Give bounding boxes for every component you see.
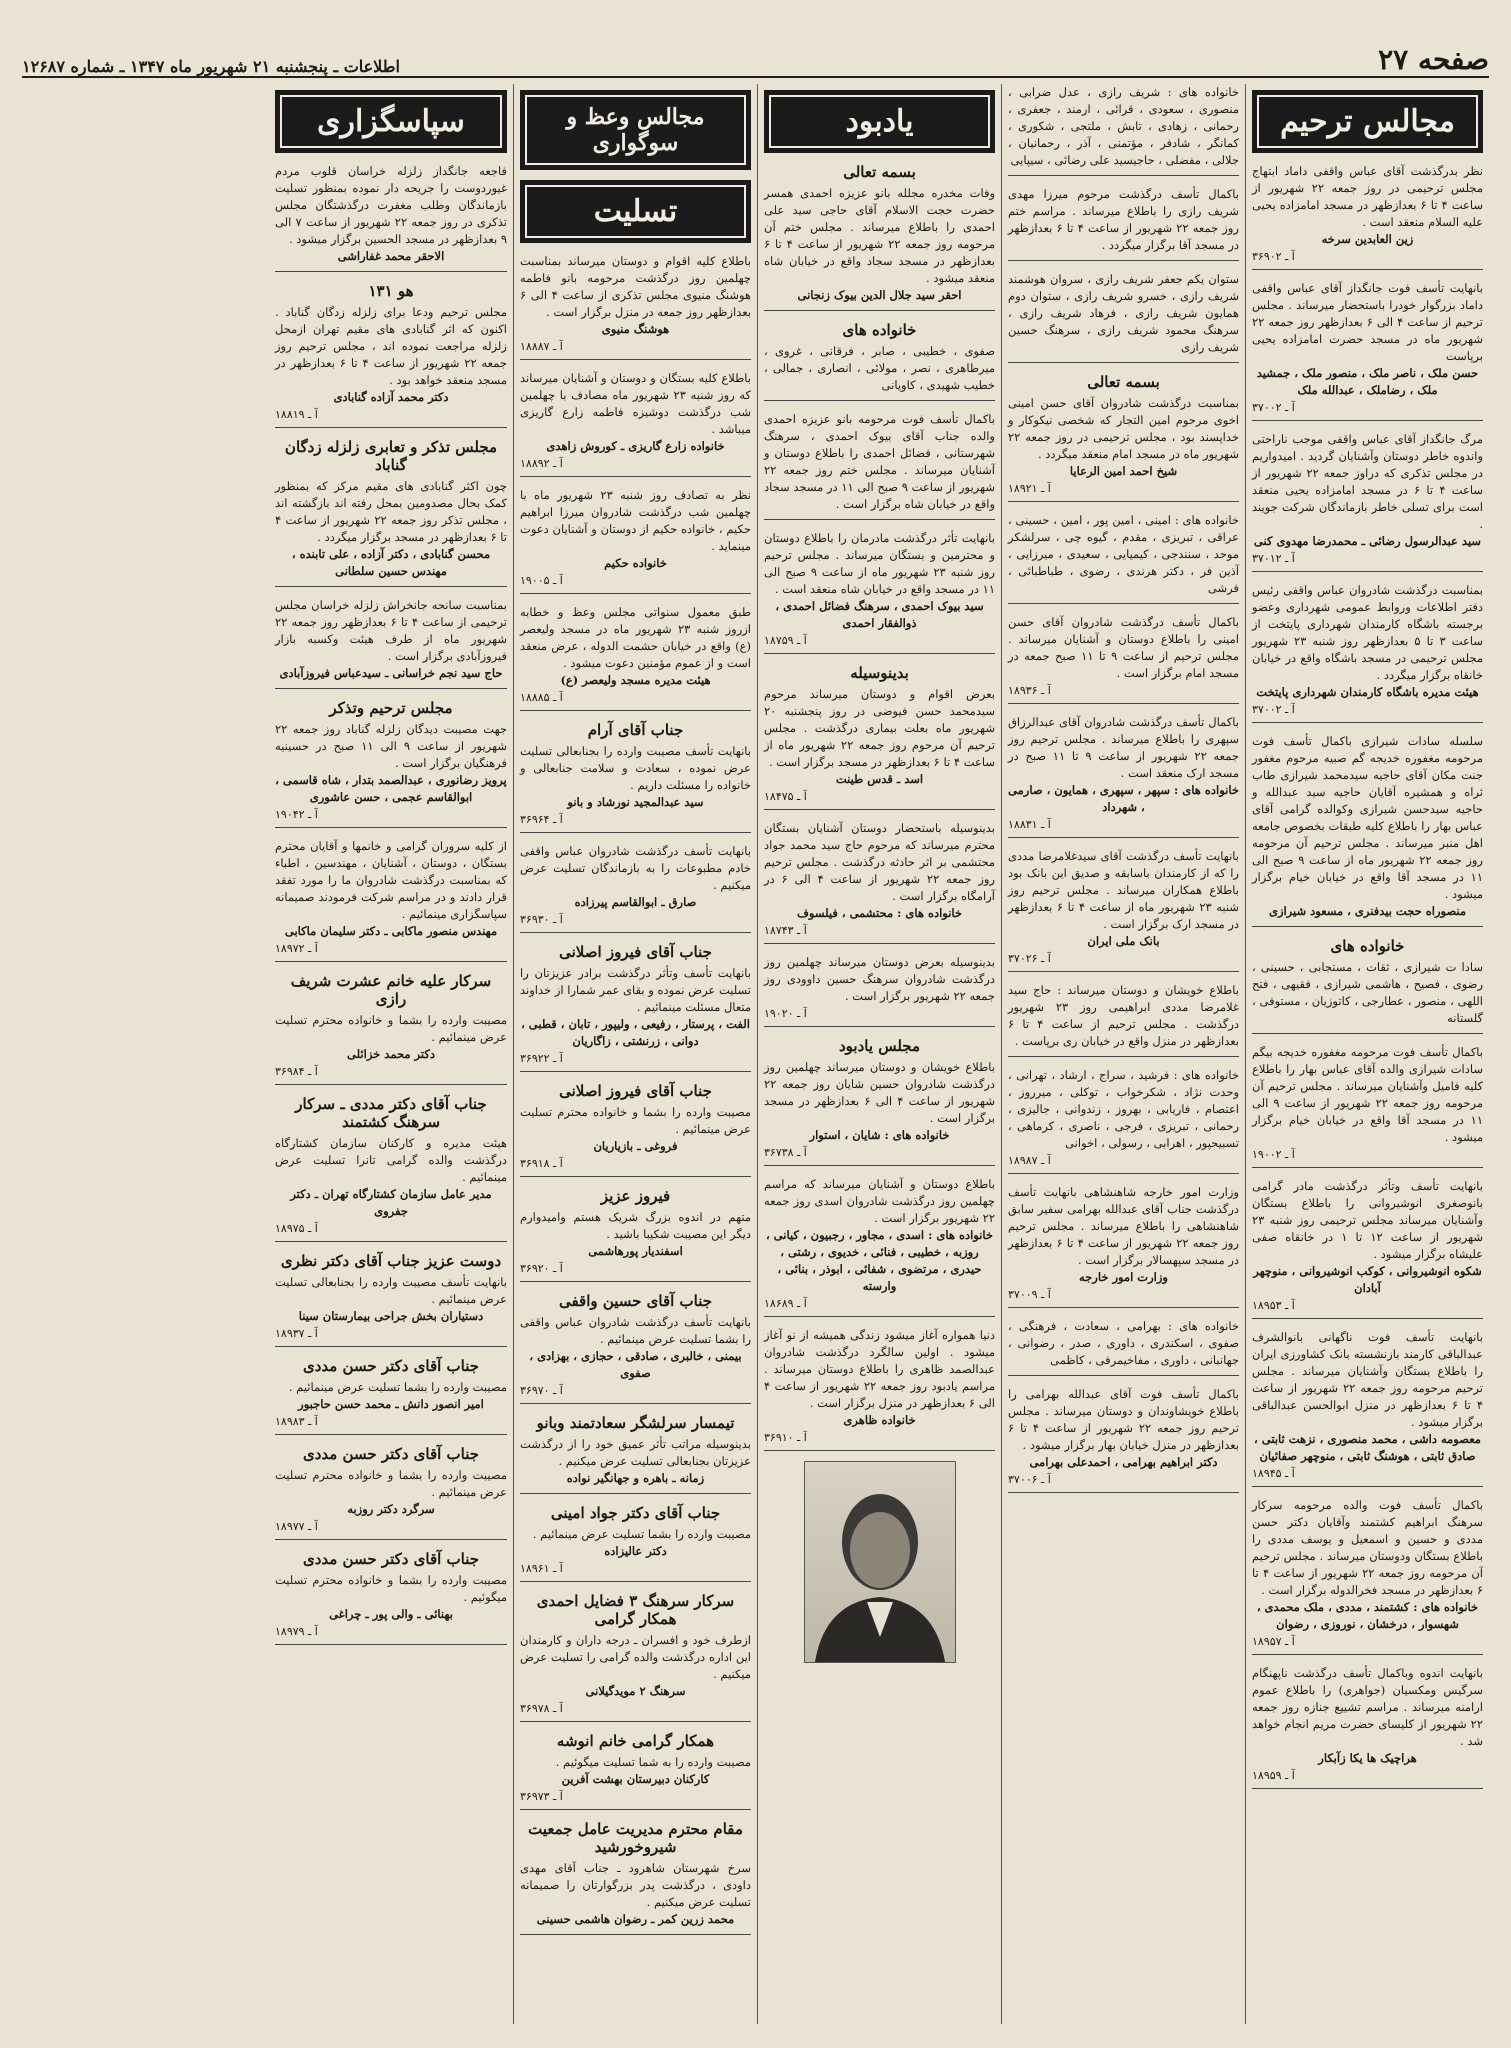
notice: [275, 699, 507, 828]
notice-signature: الفت ، پرستار ، رفیعی ، ولیپور ، تابان ، قطبی ، دوانی ، زرنشتی ، زاگاریان: [521, 1017, 750, 1048]
notice-body: بانهایت تأسف فوت ناگهانی بانوالشرف عبدالباقی کارمند بازنشسته بانک کشاورزی ایران را باطلاع بستگان وآشنایان میرساند . مجلس ترحیم مرحومه روز جمعه ۲۲ شهریور از ساعت ۴ تا ۶ بعدازظهر در منزل ابوالحسن عبدالباقی برگزار میشود .: [1252, 1330, 1483, 1429]
notice: [1252, 1329, 1483, 1487]
notice-code: آ ـ ۱۸۹۳۷: [275, 1327, 318, 1340]
notice-code: آ ـ ۱۸۸۸۷: [520, 340, 563, 353]
notice-signature: امیر انصور دانش ـ محمد حسن حاجبور: [298, 1397, 484, 1411]
notice-signature: بانک ملی ایران: [1087, 934, 1160, 948]
notice: [1008, 512, 1239, 604]
notice-code: آ ـ ۱۸۹۵۷: [1252, 1635, 1295, 1648]
notice-signature: زین العابدین سرخه: [1321, 232, 1414, 246]
notice: [275, 1252, 507, 1347]
notice-title: جناب آقای فیروز اصلانی: [559, 1082, 712, 1100]
notice: [275, 163, 507, 272]
notice-signature: معصومه داشی ، محمد منصوری ، نزهت ثابتی ، صادق ثابتی ، هوشنگ ثابتی ، منوچهر صفائیان: [1254, 1432, 1481, 1463]
notice: [275, 282, 507, 428]
page-number: صفحه ۲۷: [1378, 43, 1489, 76]
notice-code: آ ـ ۳۶۹۲۲: [520, 1052, 563, 1065]
notice-title: مجلس تذکر و تعابری زلزله زدگان گناباد: [284, 438, 498, 474]
notice-body: باکمال تأسف درگذشت شادروان آقای عبدالرزاق سپهری را باطلاع میرساند . مجلس ترحیم روز جمعه ۲۲ شهریور از ساعت ۹ تا ۱۱ صبح در مسجد ارک منعقد است .: [1008, 715, 1239, 780]
notice-body: باطلاع دوستان و آشنایان میرساند که مراسم چهلمین روز درگذشت شادروان اسدی روز جمعه ۲۲ شهریور برگزار است .: [764, 1177, 995, 1225]
notice-title: سرکار علیه خانم عشرت شریف رازی: [290, 972, 492, 1008]
notice-body: خانواده های : امینی ، امین پور ، امین ، حسینی ، عراقی ، تبریزی ، مقدم ، گیوه چی ، سرلشکر موحد ، سنندجی ، کیمیایی ، سعیدی ، میرزایی ، آذین فر ، دکتر هرندی ، رضوی ، طباطبائی ، فرشی: [1008, 513, 1239, 595]
notice-signature: الاحقر محمد غفاراشی: [337, 249, 445, 263]
notice-title: بدینوسیله: [850, 664, 909, 682]
notice-code: آ ـ ۳۷۰۰۲: [1252, 703, 1295, 716]
notice: [1008, 186, 1239, 261]
notice: [1008, 1184, 1239, 1308]
notice: [520, 1592, 751, 1722]
notice-body: بمناسبت درگذشت شادروان عباس واقفی رئیس دفتر اطلاعات وروابط عمومی شهرداری وعضو برجسته باشگاه کارمندان شهرداری پایتخت از ساعت ۳ تا ۵ بعدازظهر روز شنبه ۲۳ شهریور مجلس ترحیمی در مسجد باشگاه واقع در خیابان خانقاه برگزار میگردد .: [1252, 583, 1484, 682]
notice-code: آ ـ ۳۶۹۷۳: [520, 1790, 563, 1803]
notice-signature: دکتر محمد آزاده گنابادی: [333, 390, 449, 404]
notice-title: جناب آقای آرام: [587, 721, 684, 739]
notice: [764, 163, 995, 311]
notice-title: مجلس یادبود: [838, 1037, 921, 1055]
notice: [1252, 733, 1483, 927]
notice-title: خانواده های: [1330, 937, 1405, 955]
notice-body: چون اکثر گنابادی های مقیم مرکز که بمنظور کمک بحال مصدومین بمحل رفته اند بازگشته اند ، مجلس تذکر روز جمعه ۲۲ شهریور از ساعت ۴ تا ۶ بعدازظهر در مسجد برگزار میگردد .: [275, 479, 507, 544]
notice: [275, 972, 507, 1085]
masthead: [22, 40, 1489, 78]
notice-body: باکمال تأسف فوت آقای عبدالله بهرامی را باطلاع خویشاوندان و دوستان میرساند . مجلس ترحیم روز جمعه ۲۲ شهریور از ساعت ۴ تا ۶ بعدازظهر در منزل خیابان بهار برگزار میشود .: [1008, 1387, 1239, 1452]
notice-signature: خانواده های : شایان ، استوار: [809, 1128, 950, 1142]
notice: [1252, 1497, 1483, 1655]
notice-signature: پرویز رضانوری ، عبدالصمد بتدار ، شاه قاسمی ، ابوالقاسم عجمی ، حسن عاشوری: [275, 773, 507, 804]
notice-list: [764, 163, 995, 1451]
notice: [520, 1292, 751, 1404]
notice-body: نظر به تصادف روز شنبه ۲۳ شهریور ماه با چهلمین شب درگذشت شادروان میرزا ابراهیم حکیم ، خانواده حکیم از دوستان و آشنایان دعوت مینماید .: [520, 488, 751, 553]
notice-body: بدینوسیله باستحضار دوستان آشنایان بستگان محترم میرساند که مرحوم حاج سید محمد جواد محتشمی بر اثر حادثه درگذشت . مجلس ترحیم روز جمعه ۲۲ شهریور از ساعت ۴ الی ۶ در آرامگاه برگزار است .: [764, 821, 995, 903]
notice-body: مصیبت وارده را بشما و خانواده محترم تسلیت میگوئیم .: [275, 1573, 507, 1604]
notice: [520, 1732, 751, 1810]
notice-signature: بیمنی ، خالبری ، صادقی ، حجازی ، بهزادی ، صفوی: [529, 1349, 742, 1380]
notice-code: آ ـ ۱۸۸۱۹: [275, 408, 318, 421]
notice: [275, 1550, 507, 1645]
notice-signature: خانواده های : اسدی ، مجاور ، رجبیون ، کیانی ، روزبه ، خطیبی ، فنائی ، خدیوی ، رشتی ، حیدری ، مرتضوی ، شفائی ، ابوذر ، بنائی ، وارسته: [765, 1228, 994, 1293]
notice-signature: حاج سید نجم خراسانی ـ سیدعباس فیروزآبادی: [279, 666, 503, 680]
notice: [520, 943, 751, 1072]
notice-body: سرخ شهرستان شاهرود ـ جناب آقای مهدی داودی ، درگذشت پدر بزرگوارتان را صمیمانه تسلیت عرض میکنیم .: [520, 1861, 751, 1909]
notice-title: بسمه تعالی: [843, 163, 916, 181]
notice-title: دوست عزیز جناب آقای دکتر نظری: [280, 1252, 502, 1270]
notice: [1252, 280, 1483, 421]
notice-body: سادا ت شیرازی ، ثقات ، مستجابی ، حسینی ، رضوی ، فصیح ، هاشمی شیرازی ، فقیهی ، فتح اللهی ، منصور ، عطارجی ، کاتوزیان ، مستوفی ، گلستانه: [1252, 960, 1483, 1025]
notice-signature: سرگرد دکتر روزبه: [347, 1502, 435, 1516]
notice: [275, 1095, 507, 1242]
notice-body: باکمال تأسف درگذشت شادروان آقای حسن امینی را باطلاع دوستان و آشنایان میرساند . مجلس ترحیم از ساعت ۹ تا ۱۱ صبح جمعه در مسجد امام برگزار است .: [1008, 615, 1239, 680]
notice-code: آ ـ ۱۹۰۰۵: [520, 574, 563, 587]
banner-sepas: سپاسگزاری: [275, 90, 507, 153]
notice: [1252, 431, 1483, 572]
column-5: [269, 84, 513, 2024]
notice-code: آ ـ ۱۸۹۵۳: [1252, 1299, 1295, 1312]
notice-list: [1252, 163, 1483, 1789]
notice: [520, 1820, 751, 1935]
notice: [1008, 714, 1239, 838]
notice-body: بانهایت اندوه وباکمال تأسف درگذشت ناپهنگام سرگیس ومکسیان (جواهری) را باطلاع عموم ارامنه میرساند . مراسم تشییع جنازه روز جمعه ۲۲ شهریور از کلیسای حضرت مریم انجام خواهد شد .: [1252, 1666, 1483, 1748]
notice-code: آ ـ ۱۸۹۶۱: [520, 1562, 563, 1575]
notice-body: ازطرف خود و افسران ـ درجه داران و کارمندان این اداره درگذشت والده گرامی را تسلیت عرض میکنیم .: [520, 1633, 751, 1681]
notice: [1008, 1067, 1239, 1174]
notice-code: آ ـ ۱۸۷۴۳: [764, 924, 807, 937]
notice-body: بدینوسیله مراتب تأثر عمیق خود را از درگذشت عزیزتان بجنابعالی تسلیت عرض میکنیم .: [520, 1437, 751, 1468]
notice-signature: هیئت مدیره مسجد ولیعصر (ع): [560, 673, 711, 687]
notice-body: بانهایت تأسف فوت جانگداز آقای عباس واقفی داماد بزرگوار خودرا باستحضار میرساند . مجلس ترحیم از ساعت ۴ الی ۶ بعدازظهر روز جمعه ۲۲ شهریور ماه در مسجد حضرت امامزاده یحیی برپاست: [1252, 281, 1483, 363]
column-1: [1245, 84, 1489, 2024]
notice-title: جناب آقای دکتر مددی ـ سرکار سرهنگ کشتمند: [295, 1095, 487, 1131]
columns: [22, 84, 1489, 2024]
notice-code: آ ـ ۱۸۹۲۱: [1008, 482, 1051, 495]
notice-body: مصیبت وارده را بشما و خانواده محترم تسلیت عرض مینمائیم .: [275, 1013, 507, 1044]
notice: [1252, 1044, 1483, 1168]
notice-body: باطلاع کلیه بستگان و دوستان و آشنایان میرساند که روز شنبه ۲۳ شهریور ماه مصادف با چهلمین شب درگذشت دوشیزه فاطمه زارع گاریزی میباشد .: [520, 371, 751, 436]
notice-code: آ ـ ۱۸۴۷۵: [764, 790, 807, 803]
notice-code: آ ـ ۳۷۰۲۶: [1008, 952, 1051, 965]
notice-signature: سید عبدالمجید نورشاد و بانو: [567, 795, 704, 809]
notice: [1252, 1665, 1483, 1789]
notice-body: بانهایت تأثر درگذشت مادرمان را باطلاع دوستان و محترمین و بستگان میرساند . مجلس ترحیم روز شنبه ۲۳ شهریور ماه از ساعت ۹ صبح الی ۱۱ در مسجد واقع در خیابان شاه منعقد است .: [764, 531, 995, 596]
notice: [1008, 614, 1239, 704]
notice-code: آ ـ ۱۸۸۸۵: [520, 691, 563, 704]
notice-signature: اسد ـ قدس طینت: [835, 772, 924, 786]
notice-title: تیمسار سرلشگر سعادتمند وبانو: [536, 1414, 735, 1432]
notice-body: فاجعه جانگداز زلزله خراسان قلوب مردم غیوردوست را جریحه دار نموده بمنظور تسلیت بازماندگان وطلب مغفرت درگذشتگان مجلس تذکری در روز جمعه ۲۲ شهریور از ساعت ۷ الی ۹ بعدازظهر در مسجد الحسین برگزار میشود .: [275, 164, 507, 246]
notice-code: آ ـ ۳۷۰۰۲: [1252, 401, 1295, 414]
notice-signature: مدیر عامل سازمان کشتارگاه تهران ـ دکتر جفروی: [290, 1187, 492, 1218]
column-3: [757, 84, 1001, 2024]
notice-code: آ ـ ۱۸۹۸۷: [1008, 1154, 1051, 1167]
notice: [520, 253, 751, 360]
notice-body: مرگ جانگداز آقای عباس واقفی موجب ناراحتی واندوه خاطر دوستان وآشنایان گردید . امیدواریم در مجلس تذکری که دراوز جمعه ۲۲ شهریور از ساعت ۴ تا ۶ در مسجد امامزاده یحیی منعقد است برای تسلی خاطر بازماندگان شرکت جویند .: [1252, 432, 1484, 531]
notice-signature: سرهنگ ۲ مویدگیلانی: [585, 1684, 686, 1698]
notice-signature: صارق ـ ابوالقاسم پیرزاده: [574, 895, 697, 909]
notice-signature: دکتر عالیزاده: [604, 1544, 667, 1558]
notice-title: مجلس ترحیم وتذکر: [329, 699, 453, 717]
notice-signature: سید عبدالرسول رضائی ـ محمدرضا مهدوی کنی: [1253, 534, 1482, 548]
notice-signature: خانواده های : محتشمی ، فیلسوف: [796, 906, 963, 920]
notice-code: آ ـ ۱۸۹۳۶: [1008, 684, 1051, 697]
notice: [764, 820, 995, 944]
notice: [520, 1187, 751, 1282]
notice-body: بانهایت تأسف وتأثر درگذشت برادر عزیزتان را تسلیت عرض نموده و بقای عمر شمارا از خداوند متعال مسئلت مینمائیم .: [520, 966, 751, 1014]
notice-code: آ ـ ۳۷۰۱۲: [1252, 552, 1295, 565]
notice-code: آ ـ ۳۷۰۰۶: [1008, 1473, 1051, 1486]
notice-body: باکمال تأسف فوت مرحومه بانو عزیزه احمدی والده جناب آقای بیوک احمدی ، سرهنگ شهرستانی ، فضائل احمدی را باطلاع دوستان و آشنایان میرساند . مجلس ختم روز جمعه ۲۲ شهریور از ساعت ۹ صبح الی ۱۱ در مسجد سجاد واقع در خیابان شاه برگزار است .: [764, 412, 995, 511]
notice-body: مصیبت وارده را بشما و خانواده محترم تسلیت عرض مینمائیم .: [520, 1105, 751, 1136]
banner-vaz: مجالس وعظ و سوگواری: [520, 90, 751, 170]
notice-code: آ ـ ۱۹۰۲۰: [764, 1007, 807, 1020]
notice-title: جناب آقای دکتر حسن مددی: [302, 1445, 480, 1463]
notice-signature: وزارت امور خارجه: [1079, 1270, 1168, 1284]
notice-title: مقام محترم مدیریت عامل جمعیت شیروخورشید: [528, 1820, 743, 1856]
notice-code: آ ـ ۳۶۹۷۸: [520, 1702, 563, 1715]
notice-body: بانهایت تأسف مصیبت وارده را بجنابعالی تسلیت عرض نموده ، سعادت و سلامت جنابعالی و خانواده را مسئلت داریم .: [520, 744, 751, 792]
notice-title: بسمه تعالی: [1087, 373, 1160, 391]
column-4: [513, 84, 757, 2024]
notice-body: بانهایت تأسف درگذشت شادروان عباس واقفی را بشما تسلیت عرض مینمائیم .: [520, 1315, 751, 1346]
notice-code: آ ـ ۱۸۹۷۷: [275, 1520, 318, 1533]
notice-list: [275, 163, 507, 1645]
notice-body: متهم در اندوه بزرگ شریک هستم وامیدوارم دیگر این مصیبت شکیبا باشید .: [520, 1210, 751, 1241]
notice: [1008, 373, 1239, 502]
notice-signature: محسن گنابادی ، دکتر آزاده ، علی تابنده ، مهندس حسین سلطانی: [291, 547, 491, 578]
notice-body: بمناسبت سانحه جانخراش زلزله خراسان مجلس ترحیمی از ساعت ۴ تا ۶ بعدازظهر روز جمعه ۲۲ شهریور ماه از طرف هیئت وکسبه بازار فیروزآبادی برگزار است .: [275, 598, 507, 663]
notice: [1252, 582, 1483, 723]
notice-body: بدینوسیله بعرض دوستان میرساند چهلمین روز درگذشت شادروان سرهنگ حسین داوودی روز جمعه ۲۲ شهریور برگزار است .: [764, 955, 995, 1003]
notice-title: جناب آقای حسین واقفی: [558, 1292, 713, 1310]
notice-title: جناب آقای دکتر حسن مددی: [302, 1550, 480, 1568]
notice-code: آ ـ ۳۶۹۶۴: [520, 813, 563, 826]
notice-code: آ ـ ۱۸۹۷۹: [275, 1625, 318, 1638]
notice-code: آ ـ ۱۸۹۷۵: [275, 1222, 318, 1235]
notice-signature: دکتر ابراهیم بهرامی ، احمدعلی بهرامی: [1029, 1455, 1218, 1469]
notice: [520, 1082, 751, 1177]
notice: [275, 438, 507, 587]
notice: [520, 1504, 751, 1582]
notice-signature: دستیاران بخش جراحی بیمارستان سینا: [298, 1309, 484, 1323]
notice-title: سرکار سرهنگ ۳ فضایل احمدی همکار گرامی: [536, 1592, 735, 1628]
notice-signature: بهنائی ـ والی پور ـ چراغی: [329, 1607, 453, 1621]
notice-code: آ ـ ۳۶۹۰۲: [1252, 250, 1295, 263]
notice-signature: دکتر محمد خزائلی: [347, 1047, 435, 1061]
notice-code: آ ـ ۳۶۹۱۰: [764, 1431, 807, 1444]
notice-signature: هوشنگ منیوی: [601, 322, 670, 336]
notice-body: نظر بدرگذشت آقای عباس واقفی داماد ابتهاج مجلس ترحیمی در روز جمعه ۲۲ شهریور از ساعت ۴ تا ۶ بعدازظهر در مسجد امامزاده یحیی علیه السلام منعقد است .: [1252, 164, 1483, 229]
notice-signature: شیخ احمد امین الرعایا: [1069, 464, 1178, 478]
notice-signature: فروغی ـ بازیاریان: [593, 1139, 678, 1153]
notice: [1008, 848, 1239, 972]
notice-signature: هیئت مدیره باشگاه کارمندان شهرداری پایتخت: [1256, 685, 1479, 699]
notice-body: مصیبت وارده را بشما تسلیت عرض مینمائیم .: [532, 1527, 751, 1541]
notice-body: باکمال تأسف فوت مرحومه مغفوره خدیجه بیگم سادات شیرازی والده آقای عباس بهار را باطلاع کلیه فامیل وآشنایان میرساند . مجلس ترحیم آن مرحومه روز جمعه ۲۲ شهریور از ساعت ۹ الی ۱۱ در مسجد آقا واقع در خیابان خیام برگزار میشود .: [1252, 1045, 1483, 1144]
notice: [520, 370, 751, 477]
notice: [275, 1357, 507, 1435]
notice: [1008, 271, 1239, 363]
notice-signature: خانواده زارع گاریزی ـ کوروش زاهدی: [546, 439, 725, 453]
notice: [764, 954, 995, 1027]
notice-body: بعرض اقوام و دوستان میرساند مرحوم سیدمحمد حسن فیوضی در روز پنجشنبه ۲۰ شهریور ماه بعلت بیماری درگذشت . مجلس ترحیم آن مرحوم روز جمعه ۲۲ شهریور ماه از ساعت ۴ تا ۶ بعدازظهر در مسجد برگزار است .: [764, 687, 995, 769]
notice-body: جهت مصیبت دیدگان زلزله گناباد روز جمعه ۲۲ شهریور از ساعت ۹ الی ۱۱ صبح در حسینیه فرهنگیان برگزار است .: [275, 722, 507, 770]
notice-body: صفوی ، خطیبی ، صابر ، فرقانی ، غروی ، میرطاهری ، نصر ، مولائی ، انصاری ، جمالی ، خطیب شهیدی ، کاویانی: [764, 344, 995, 392]
notice: [1008, 1386, 1239, 1493]
notice-signature: احقر سید جلال الدین بیوک زنجانی: [797, 288, 962, 302]
notice: [275, 597, 507, 689]
notice-signature: خانواده حکیم: [604, 556, 667, 570]
notice-code: آ ـ ۱۸۷۵۹: [764, 634, 807, 647]
notice-body: مجلس ترحیم ودعا برای زلزله زدگان گناباد . اکنون که اثر گنابادی های مقیم تهران ازمحل زلزله مراجعت نموده اند ، مجلس ترحیم روز جمعه ۲۲ شهریور از ساعت ۴ تا ۶ بعدازظهر در مسجد منعقد خواهد بود .: [275, 305, 507, 387]
notice-title: هو ۱۳۱: [368, 282, 414, 300]
notice-signature: اسفندیار پورهاشمی: [588, 1244, 683, 1258]
notice-code: آ ـ ۳۶۹۱۸: [520, 1157, 563, 1170]
notice-body: باکمال تأسف فوت والده مرحومه سرکار سرهنگ ابراهیم کشتمند وآقایان دکتر حسن مددی و حسین و اسمعیل و یوسف مددی را باطلاع بستگان ودوستان میرساند . مجلس ترحیم آن مرحومه روز جمعه ۲۲ شهریور از ساعت ۴ تا ۶ بعدازظهر در مسجد فخرالدوله برگزار است .: [1252, 1498, 1483, 1597]
notice-body: بانهایت تأسف درگذشت آقای سیدغلامرضا مددی را که از کارمندان باسابقه و صدیق این بانک بود باطلاع همکاران میرساند . مجلس ترحیم روز شنبه ۲۳ شهریور ماه از ساعت ۴ تا ۶ بعدازظهر در مسجد ارک برگزار است .: [1008, 849, 1239, 931]
notice-body: مصیبت وارده را به شما تسلیت میگوئیم .: [555, 1755, 751, 1769]
portrait-icon: [805, 1462, 955, 1662]
notice-title: جناب آقای فیروز اصلانی: [559, 943, 712, 961]
portrait-photo: [804, 1461, 956, 1663]
notice-code: آ ـ ۱۸۸۹۲: [520, 457, 563, 470]
notice-signature: زمانه ـ باهره و جهانگیر نواده: [566, 1471, 705, 1485]
notice-title: همکار گرامی خانم انوشه: [556, 1732, 715, 1750]
notice-signature: خانواده های : سپهر ، سپهری ، همایون ، صارمی ، شهرداد: [1008, 783, 1239, 814]
notice-code: آ ـ ۳۶۷۳۸: [764, 1146, 807, 1159]
notice-code: آ ـ ۱۹۰۴۲: [275, 808, 318, 821]
notice-body: طبق معمول سنواتی مجلس وعظ و خطابه ازروز شنبه ۲۳ شهریور ماه در مسجد ولیعصر (ع) واقع در خیابان حشمت الدوله ، عرض منعقد است و از عموم مؤمنین دعوت میشود .: [520, 605, 751, 670]
notice-signature: خانواده ظاهری: [843, 1413, 916, 1427]
notice-body: سلسله سادات شیرازی باکمال تأسف فوت مرحومه مغفوره خدیجه گم صبیه مرحوم مغفور جنت مکان آقای حاجیه سیدمحمد شیرازی طاب ثراه و همشیره آقایان حاجیه سید عبدالله و حاجیه سیدحسن شیرازی وکوالده گرامی آقای عباس بهار را باطلاع کلیه طبقات بخصوص جامعه اهل منبر میرساند . مجلس ترحیم آن مرحومه روز جمعه ۲۲ شهریور ماه از ساعت ۹ صبح الی ۱۱ در مسجد آقا واقع در خیابان خیام برگزار میشود .: [1252, 734, 1483, 901]
notice-list: [520, 253, 751, 1935]
notice-body: وزارت امور خارجه شاهنشاهی بانهایت تأسف درگذشت جناب آقای عبدالله بهرامی سفیر سابق شاهنشاهی را باطلاع میرساند . مجلس ترحیم روز جمعه ۲۲ شهریور از ساعت ۴ تا ۶ بعدازظهر در مسجد سپهسالار برگزار است .: [1008, 1185, 1239, 1267]
issue-line: اطلاعات ـ پنجشنبه ۲۱ شهریور ماه ۱۳۴۷ ـ شماره ۱۲۶۸۷: [22, 57, 400, 76]
notice-code: آ ـ ۳۷۰۰۹: [1008, 1288, 1051, 1301]
notice-signature: حسن ملک ، ناصر ملک ، منصور ملک ، جمشید ملک ، رضاملک ، عبدالله ملک: [1256, 366, 1479, 397]
notice: [520, 1414, 751, 1494]
notice-signature: محمد زرین کمر ـ رضوان هاشمی حسینی: [536, 1912, 735, 1926]
newspaper-page: [22, 22, 1489, 2026]
notice-body: خانواده های : بهرامی ، سعادت ، فرهنگی ، صفوی ، اسکندری ، داوری ، صدر ، رضوانی ، جهانبانی ، داوری ، مفاخیمرفی ، کاظمی: [1008, 1319, 1239, 1367]
banner-yadbud: یادبود: [764, 90, 995, 153]
column-2: [1001, 84, 1245, 2024]
notice-code: آ ـ ۳۶۹۸۴: [275, 1065, 318, 1078]
notice: [1252, 937, 1483, 1034]
notice: [1252, 1178, 1483, 1319]
notice-body: دنیا همواره آغاز میشود زندگی همیشه از نو آغاز میشود . اولین سالگرد درگذشت شادروان عبدالصمد ظاهری را باطلاع دوستان میرساند . مراسم یادبود روز جمعه ۲۲ شهریور از ساعت ۴ الی ۶ بعدازظهر در منزل برگزار است .: [764, 1328, 995, 1410]
notice: [764, 530, 995, 654]
notice-body: باطلاع خویشان و دوستان میرساند چهلمین روز درگذشت شادروان حسین شایان روز جمعه ۲۲ شهریور از ساعت ۴ الی ۶ بعدازظهر در مسجد برگزار است .: [764, 1060, 995, 1125]
banner-tasliat: تسلیت: [520, 180, 751, 243]
notice: [520, 604, 751, 711]
notice-body: وفات مخدره مجلله بانو عزیزه احمدی همسر حضرت حجت الاسلام آقای حاجی سید علی احمدی را باطلاع میرساند . مجلس ختم آن مرحومه روز جمعه ۲۲ شهریور از ساعت ۴ تا ۶ بعدازظهر در مسجد سجاد واقع در خیابان شاه منعقد میشود .: [764, 186, 995, 285]
notice-code: آ ـ ۱۸۹۸۳: [275, 1415, 318, 1428]
notice-code: آ ـ ۱۸۹۵۹: [1252, 1769, 1295, 1782]
notice-body: خانواده های : فرشید ، سراج ، ارشاد ، تهرانی ، وحدت نژاد ، شکرخواب ، توکلی ، میرروز ، اعتصام ، فاریابی ، بهروز ، زندوانی ، جالیزی ، رحمانی ، تبریزی ، فرجی ، ناصری ، کرماهی ، تسبیحپور ، اهرابی ، رسولی ، اخوانی: [1008, 1068, 1239, 1150]
notice: [1008, 84, 1239, 176]
notice-body: مصیبت وارده را بشما تسلیت عرض مینمائیم .: [288, 1380, 507, 1394]
notice-body: ستوان یکم جعفر شریف رازی ، سروان هوشمند شریف رازی ، خسرو شریف رازی ، ستوان دوم همایون شریف رازی ، فرهاد شریف رازی ، سرهنگ محمود شریف رازی ، سرهنگ حسین شریف رازی: [1008, 272, 1239, 354]
notice-body: از کلیه سروران گرامی و خانمها و آقایان محترم بستگان ، دوستان ، آشنایان ، مهندسین ، اطباء که بمناسبت درگذشت شادروان ما را مورد تفقد قرار دادند و در مراسم شرکت فرمودند صمیمانه سپاسگزاری مینمائیم .: [275, 839, 507, 921]
notice-body: مصیبت وارده را بشما و خانواده محترم تسلیت عرض مینمائیم .: [275, 1468, 507, 1499]
notice-body: بانهایت تأسف مصیبت وارده را بجنابعالی تسلیت عرض مینمائیم .: [275, 1275, 507, 1306]
notice-list: [1008, 84, 1239, 1493]
notice-title: فیروز عزیز: [600, 1187, 671, 1205]
notice-body: باطلاع کلیه اقوام و دوستان میرساند بمناسبت چهلمین روز درگذشت مرحومه بانو فاطمه هوشنگ منیوی مجلس تذکری از ساعت ۴ الی ۶ بعدازظهر روز جمعه در منزل برگزار است .: [520, 254, 751, 319]
notice-signature: شکوه انوشیروانی ، کوکب انوشیروانی ، منوچهر آبادان: [1253, 1264, 1482, 1295]
notice-body: بمناسبت درگذشت شادروان آقای حسن امینی اخوی مرحوم امین التجار که شخصی نیکوکار و خداپسند بود ، مجلس ترحیمی در روز جمعه ۲۲ شهریور ماه در مسجد امام منعقد میگردد .: [1008, 396, 1239, 461]
notice-code: آ ـ ۱۹۰۰۲: [1252, 1148, 1295, 1161]
notice-code: آ ـ ۱۸۹۴۵: [1252, 1467, 1295, 1480]
notice: [1008, 982, 1239, 1057]
notice-body: باکمال تأسف درگذشت مرحوم میرزا مهدی شریف رازی را باطلاع میرساند . مراسم ختم روز جمعه ۲۲ شهریور از ساعت ۴ تا ۶ بعدازظهر در مسجد آقا برگزار میگردد .: [1008, 187, 1239, 252]
notice-title: جناب آقای دکتر حسن مددی: [302, 1357, 480, 1375]
notice-signature: هراچیک ها یکا زآبکار: [1318, 1751, 1417, 1765]
notice-signature: سید بیوک احمدی ، سرهنگ فضائل احمدی ، ذوالفقار احمدی: [775, 599, 984, 630]
notice-signature: مهندس منصور ماکابی ـ دکتر سلیمان ماکابی: [284, 924, 498, 938]
notice: [520, 721, 751, 833]
notice-body: باطلاع خویشان و دوستان میرساند : حاج سید غلامرضا مددی ابراهیمی روز ۲۳ شهریور درگذشت . مجلس ترحیم از ساعت ۴ تا ۶ بعدازظهر در منزل واقع در خیابان ری برپاست .: [1008, 983, 1240, 1048]
notice-signature: خانواده های : کشتمند ، مددی ، ملک محمدی ، شهسوار ، درخشان ، نوروزی ، رضوان: [1256, 1600, 1479, 1631]
notice-title: خانواده های: [842, 321, 917, 339]
notice-code: آ ـ ۱۸۸۳۱: [1008, 818, 1051, 831]
notice: [764, 1176, 995, 1317]
notice: [764, 1327, 995, 1451]
notice-title: جناب آقای دکتر جواد امینی: [550, 1504, 721, 1522]
notice: [1252, 163, 1483, 270]
notice-code: آ ـ ۳۶۹۳۰: [520, 913, 563, 926]
notice: [520, 843, 751, 933]
notice: [275, 1445, 507, 1540]
notice: [764, 664, 995, 810]
notice: [520, 487, 751, 594]
notice-code: آ ـ ۱۸۶۸۹: [764, 1297, 807, 1310]
notice-body: بانهایت تأسف وتأثر درگذشت مادر گرامی بانوصغری انوشیروانی را باطلاع بستگان وآشنایان میرساند مجلس ترحیمی روز شنبه ۲۳ شهریور از ساعت ۱۲ تا ۱ در خانقاه صفی علیشاه برگزار میشود .: [1252, 1179, 1484, 1261]
banner-tarhim: مجالس ترحیم: [1252, 90, 1483, 153]
notice-code: آ ـ ۳۶۹۲۰: [520, 1262, 563, 1275]
notice: [764, 1037, 995, 1166]
notice-signature: کارکنان دبیرستان بهشت آفرین: [561, 1772, 710, 1786]
notice: [275, 838, 507, 962]
notice-code: آ ـ ۳۶۹۷۰: [520, 1384, 563, 1397]
notice: [1008, 1318, 1239, 1376]
notice: [764, 321, 995, 401]
notice-body: خانواده های : شریف رازی ، عدل ضرابی ، منصوری ، سعودی ، قرائی ، ارمند ، جعفری ، رحمانی ، زهادی ، تابش ، ملتجی ، شکوری ، کمانگر ، شادفر ، مؤتمنی ، آذر ، رحمانیان ، جلالی ، مفضلی ، حاجیسید علی رضائی ، سیپایی: [1008, 85, 1239, 167]
notice: [764, 411, 995, 520]
notice-body: هیئت مدیره و کارکنان سازمان کشتارگاه درگذشت والده گرامی تانرا تسلیت عرض مینمائیم .: [275, 1136, 507, 1184]
notice-code: آ ـ ۱۸۹۷۲: [275, 942, 318, 955]
notice-body: بانهایت تأسف درگذشت شادروان عباس واقفی خادم مطبوعات را به بازماندگان تسلیت عرض میکنیم .: [520, 844, 751, 892]
notice-signature: منصوراه حجت بیدفنری ، مسعود شیرازی: [1268, 904, 1467, 918]
